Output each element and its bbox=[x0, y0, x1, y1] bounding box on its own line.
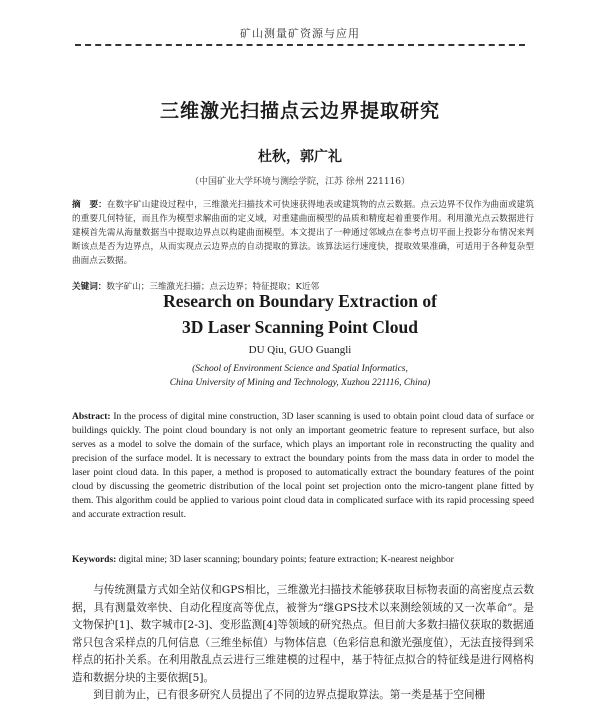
english-title-line2: 3D Laser Scanning Point Cloud bbox=[182, 317, 418, 337]
header-rule bbox=[75, 44, 525, 46]
english-keywords-text: digital mine; 3D laser scanning; boundary points; feature extraction; K-nearest neighbor bbox=[116, 555, 454, 565]
english-keywords bbox=[72, 553, 534, 567]
body-text bbox=[72, 582, 534, 705]
chinese-abstract bbox=[72, 198, 534, 268]
chinese-affiliation: （中国矿业大学环境与测绘学院，江苏 徐州 221116） bbox=[189, 177, 411, 187]
body-paragraph-1: 与传统测量方式如全站仪和GPS相比，三维激光扫描技术能够获取目标物表面的高密度点云数据，具有测量效率快、自动化程度高等优点，被誉为“继GPS技术以来测绘领域的又一次革命”。是文物保护[1]、数字城市[2-3]、变形监测[4]等领域的研究热点。但目前大多数扫描仪获取的数据通常只包含采样点的几何信息（三维坐标值）与物体信息（色彩信息和激光强度值），无法直接得到采样点的拓扑关系。在利用散乱点云进行三维建模的过程中，基于特征点拟合的特征线是进行网格构造和数据分块的主要依据[5]。 bbox=[72, 584, 534, 684]
body-paragraph-2: 到目前为止，已有很多研究人员提出了不同的边界点提取算法。第一类是基于空间栅 bbox=[93, 689, 486, 701]
journal-title: 矿山测量矿资源与应用 bbox=[240, 27, 360, 40]
english-title-line1: Research on Boundary Extraction of bbox=[163, 291, 437, 311]
english-authors: DU Qiu, GUO Guangli bbox=[248, 344, 352, 356]
english-abstract-text: In the process of digital mine construction, 3D laser scanning is used to obtain point cloud data of surface or buildings quickly. The point cloud boundary is not only an important geometric feature to represent surface, but also serves as a model to solve the domain of the surface, which plays an important role in reconstructing the quality and precision of the surface model. It is necessary to extract the boundary points from the mass data in order to model the laser point cloud data. In this paper, a method is proposed to automatically extract the boundary features of the point cloud by discussing the geometric distribution of the local point set projection onto the micro-tangent plane fitted by them. This algorithm could be applied to various point cloud data in complicated surface with its rapid processing speed and accurate extraction result. bbox=[72, 412, 534, 520]
english-affiliation-line2: China University of Mining and Technology, Xuzhou 221116, China) bbox=[169, 378, 431, 388]
chinese-abstract-text: 在数字矿山建设过程中，三维激光扫描技术可快速获得地表或建筑物的点云数据。点云边界不仅作为曲面或建筑的重要几何特征，而且作为模型求解曲面的定义域，对重建曲面模型的品质和精度起着重要作用。利用激光点云数据进行建模首先需从海量数据当中提取边界点以构建曲面模型。本文提出了一种通过邻域点在参考点切平面上投影分布情况来判断该点是否为边界点，从而实现点云边界点的自动提取的算法。该算法运行速度快，提取效果准确，可适用于各种复杂型曲面点云数据。 bbox=[72, 200, 534, 266]
chinese-authors: 杜秋，郭广礼 bbox=[258, 149, 342, 165]
english-affiliation-line1: (School of Environment Science and Spatial Informatics, bbox=[192, 364, 408, 374]
chinese-title: 三维激光扫描点云边界提取研究 bbox=[159, 100, 440, 122]
chinese-keywords-label: 关键词： bbox=[72, 282, 107, 292]
english-affiliation bbox=[0, 362, 600, 390]
chinese-abstract-label: 摘 要： bbox=[72, 200, 107, 210]
english-abstract bbox=[72, 410, 534, 522]
chinese-keywords-text: 数字矿山；三维激光扫描；点云边界；特征提取；K近邻 bbox=[106, 282, 320, 292]
english-keywords-label: Keywords: bbox=[72, 555, 117, 565]
english-title bbox=[0, 288, 600, 340]
english-abstract-label: Abstract: bbox=[72, 412, 111, 422]
